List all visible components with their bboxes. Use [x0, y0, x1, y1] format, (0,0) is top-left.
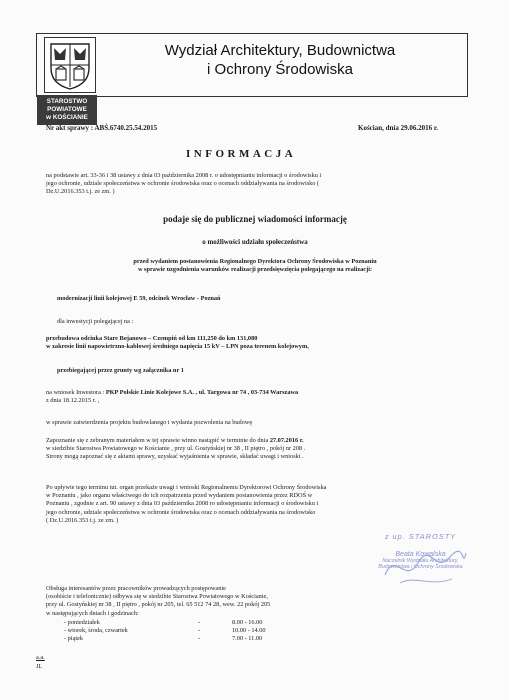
hours-row [64, 635, 304, 643]
hours-value: 8.00 - 16.00 [232, 619, 263, 626]
transfer-paragraph [46, 484, 481, 525]
office-line-1: STAROSTWO [46, 98, 88, 105]
legal-basis-line: Dz.U.2016.353 t.j. ze zm. ) [46, 188, 115, 196]
hours-value: 10.00 - 14.00 [232, 627, 266, 635]
hours-value: 7.00 - 11.00 [232, 635, 263, 643]
investment-line: przebudowa odcinka Stare Bojanowo – Czempiń od km 111,250 do km 131,080 [46, 335, 258, 342]
hours-day: - wtorek, środa, czwartek [64, 627, 128, 635]
context [40, 258, 470, 274]
review-text: Zapoznanie się z zebranym materiałem w tej sprawie winno nastąpić w terminie do dnia [46, 437, 270, 444]
transfer-line: Po upływie tego terminu tut. organ przekaże uwagi i wnioski Regionalnemu Dyrektorowi Ochrony Środowiska [46, 484, 327, 491]
case-number: Nr akt sprawy : ABŚ.6740.25.54.2015 [46, 124, 158, 132]
matter: w sprawie zatwierdzenia projektu budowlanego i wydania pozwolenia na budowę [46, 419, 253, 426]
subheadline: o możliwości udziału społeczeństwa [202, 238, 308, 246]
project-name: modernizacji linii kolejowej E 59, odcinek Wrocław - Poznań [57, 295, 221, 302]
office-hours-line: przy ul. Gostyńskiej nr 38 , II piętro , pokój nr 205, tel. 65 512 74 28, wew. 22 pokój 205 [46, 601, 271, 609]
legal-basis-line: na podstawie art. 33-36 i 38 ustawy z dnia 03 października 2008 r. o udostępnianiu informacji o środowisku i [46, 172, 322, 179]
department-name-line-2: i Ochrony Środowiska [207, 61, 353, 78]
review-paragraph [46, 437, 476, 462]
department-name-line-1: Wydział Architektury, Budownictwa [164, 42, 396, 59]
stamp-line: z up. STAROSTY [384, 532, 457, 541]
headline: podaje się do publicznej wiadomości informację [163, 214, 347, 224]
hours-day: - piątek [64, 635, 84, 643]
context-line: w sprawie uzgodnienia warunków realizacji przedsięwzięcia polegającego na realizacji: [137, 266, 373, 274]
review-line: w siedzibie Starostwa Powiatowego w Kościanie , przy ul. Gostyńskiej nr 38 , II piętro , pokój nr 208 . [46, 445, 306, 453]
office-line-3: w KOŚCIANIE [46, 113, 88, 121]
hours-sep: - [198, 627, 201, 635]
hours-table [64, 619, 304, 644]
office-hours [46, 585, 456, 618]
stamp-line: Beata Kowalska [395, 551, 446, 558]
document-title: INFORMACJA [186, 148, 297, 160]
hours-sep: - [198, 635, 201, 643]
applicant-prefix: na wniosek Inwestora : [46, 389, 106, 396]
hours-row [64, 619, 304, 627]
transfer-line: Poznaniu , zgodnie z art. 90 ustawy z dnia 03 października 2008 ro udostępnianiu informacji o środowisku i [46, 500, 319, 508]
hours-row [64, 627, 304, 635]
transfer-line: w Poznaniu , jako organu właściwego do ich rozpatrzenia przed wydaniem postanowienia przez RDOŚ w [46, 492, 313, 500]
applicant-name: PKP Polskie Linie Kolejowe S.A. , ul. Targowa nr 74 , 03-734 Warszawa [105, 389, 299, 396]
footer-initials: JL [36, 663, 43, 670]
review-deadline: 27.07.2016 r. [269, 437, 304, 444]
legal-basis-line: jego ochronie, udziale społeczeństwa w ochronie środowiska oraz o ocenach oddziaływania na środowisko ( [46, 180, 320, 188]
hours-sep: - [198, 619, 201, 626]
plot-note: przebiegającej przez grunty wg załącznika nr 1 [57, 367, 184, 374]
transfer-line: ( Dz.U.2016.353 t.j. ze zm. ) [46, 516, 119, 524]
office-hours-line: w następujących dniach i godzinach: [46, 609, 139, 617]
applicant-date: z dnia 18.12.2015 r. , [46, 397, 100, 405]
investment-details [46, 335, 476, 351]
place-date: Kościan, dnia 29.06.2016 r. [358, 124, 439, 132]
handwritten-signature-icon [380, 545, 470, 590]
legal-basis [46, 172, 476, 197]
applicant [46, 389, 476, 405]
footer-aa: a.a. [36, 654, 45, 661]
office-line-2: POWIATOWE [47, 105, 87, 113]
office-hours-line: Obsługa interesantów przez pracowników prowadzących postępowanie [46, 585, 226, 592]
coat-of-arms-icon [44, 37, 96, 93]
office-badge [37, 95, 97, 125]
transfer-line: jego ochronie, udziale społeczeństwa w ochronie środowiska oraz o ocenach oddziaływania na środowisko [46, 508, 316, 516]
stamp-line: Budownictwa i Ochrony Środowiska [378, 564, 463, 570]
investment-line: w zakresie linii napowietrzno-kablowej średniego napięcia 15 kV – LPN poza terenem kolejowym, [46, 343, 309, 351]
investment-label: dla inwestycji polegającej na : [57, 318, 134, 325]
hours-day: - poniedziałek [64, 619, 100, 626]
office-hours-line: (osobiście i telefonicznie) odbywa się w siedzibie Starostwa Powiatowego w Kościanie, [46, 593, 268, 601]
context-line: przed wydaniem postanowienia Regionalnego Dyrektora Ochrony Środowiska w Poznaniu [133, 258, 377, 265]
review-line: Strony mogą zapoznać się z aktami sprawy, uzyskać wyjaśnienia w sprawie, składać uwagi i wnioski . [46, 453, 304, 461]
stamp-line: Naczelnik Wydziału Architektury, [382, 558, 459, 564]
